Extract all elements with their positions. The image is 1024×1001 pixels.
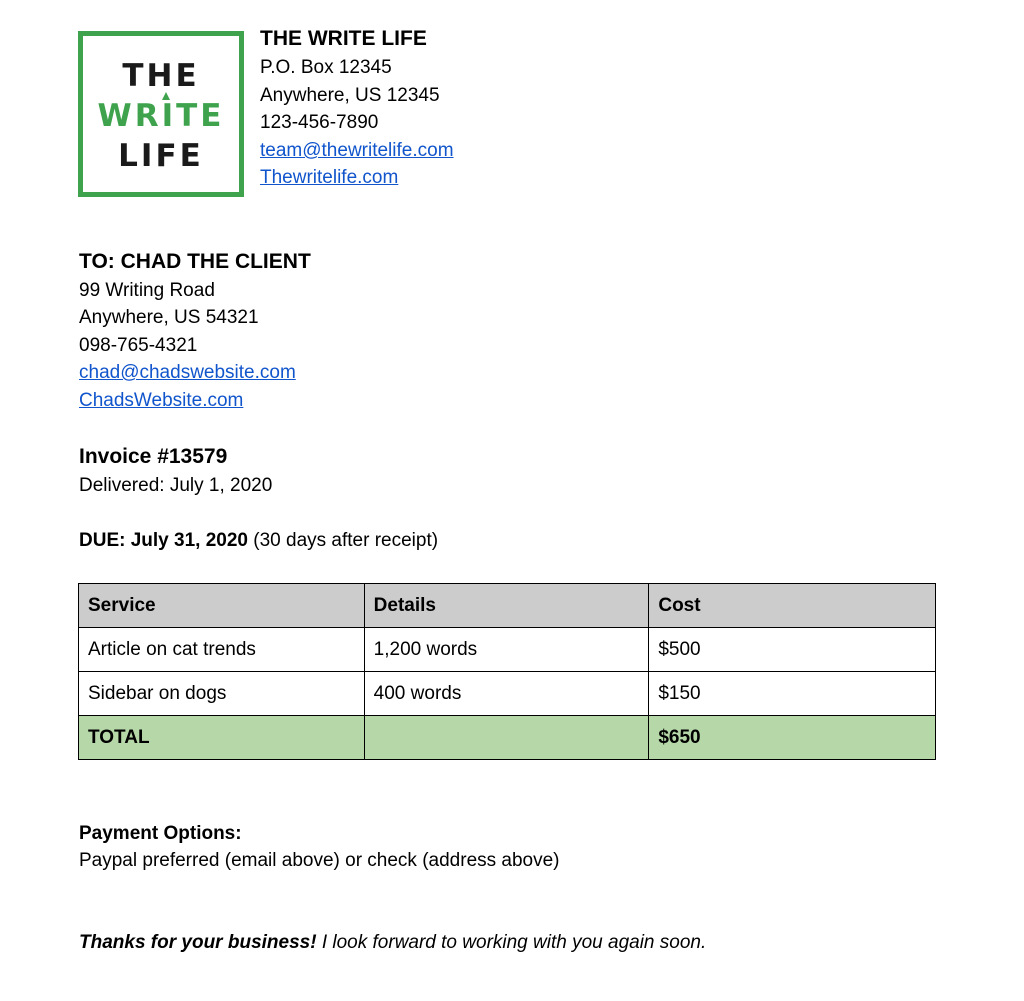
cell-cost: $150	[649, 672, 936, 716]
sender-website-link[interactable]: Thewritelife.com	[260, 167, 399, 188]
logo-text-write: WRITE	[97, 98, 225, 134]
logo-text-the: THE	[122, 58, 200, 94]
invoice-delivered: Delivered: July 1, 2020	[79, 475, 273, 496]
total-details	[364, 716, 649, 760]
recipient-website-link[interactable]: ChadsWebsite.com	[79, 390, 244, 411]
header-details: Details	[364, 584, 649, 628]
closing-thanks: Thanks for your business!	[79, 932, 317, 953]
invoice-due	[79, 530, 438, 552]
total-label: TOTAL	[79, 716, 365, 760]
sender-email-link[interactable]: team@thewritelife.com	[260, 140, 454, 161]
recipient-phone: 098-765-4321	[79, 335, 198, 356]
recipient-street: 99 Writing Road	[79, 280, 215, 301]
cell-service: Article on cat trends	[79, 628, 365, 672]
sender-name: THE WRITE LIFE	[260, 27, 427, 50]
closing-rest: I look forward to working with you again soon.	[316, 932, 707, 953]
table-total-row	[79, 716, 936, 760]
table-row	[79, 628, 936, 672]
table-row	[79, 672, 936, 716]
cell-service: Sidebar on dogs	[79, 672, 365, 716]
cell-cost: $500	[649, 628, 936, 672]
cell-details: 1,200 words	[364, 628, 649, 672]
payment-text: Paypal preferred (email above) or check (address above)	[79, 850, 560, 871]
recipient-city: Anywhere, US 54321	[79, 307, 259, 328]
total-cost: $650	[649, 716, 936, 760]
due-note: (30 days after receipt)	[247, 530, 439, 551]
sender-po-box: P.O. Box 12345	[260, 57, 392, 78]
table-header-row	[79, 584, 936, 628]
company-logo	[78, 31, 244, 197]
services-table	[78, 583, 936, 760]
recipient-email-link[interactable]: chad@chadswebsite.com	[79, 362, 296, 383]
closing-message	[79, 932, 706, 954]
logo-text-life: LIFE	[118, 138, 204, 174]
payment-heading: Payment Options:	[79, 823, 242, 844]
header-cost: Cost	[649, 584, 936, 628]
due-date: DUE: July 31, 2020	[79, 530, 248, 551]
sender-phone: 123-456-7890	[260, 112, 379, 133]
invoice-number: Invoice #13579	[79, 445, 228, 468]
cell-details: 400 words	[364, 672, 649, 716]
recipient-heading: TO: CHAD THE CLIENT	[79, 250, 311, 273]
header-service: Service	[79, 584, 365, 628]
sender-city: Anywhere, US 12345	[260, 85, 440, 106]
